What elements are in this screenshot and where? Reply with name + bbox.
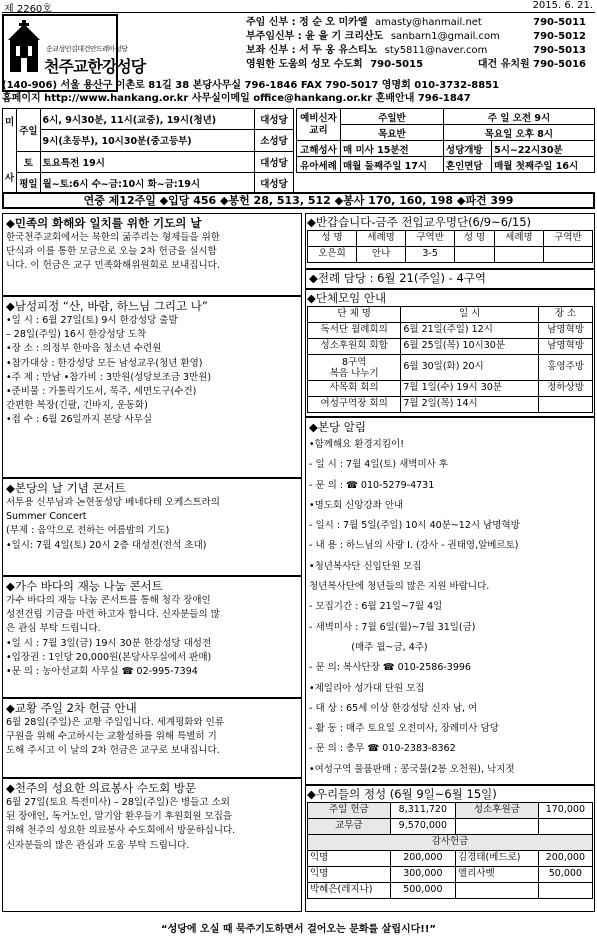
section-title: ◆민족의 화해와 일치를 위한 기도의 날 [6, 216, 202, 230]
newcomers-section [305, 213, 595, 269]
section-title: ◆반갑습니다-금주 전입교우명단(6/9~6/15) [307, 215, 532, 229]
section-title: ◆가수 바다의 재능 나눔 콘서트 [6, 579, 163, 593]
section-title: ◆남성피정 “산, 바람, 하느님 그리고 나” [6, 299, 208, 313]
church-icon [8, 20, 40, 72]
table-row: 사목회 회의 7월 1일(수) 19시 30분 정하상방 [308, 381, 593, 397]
table-row: 독서단 월례회의 6월 21일(주일) 12시 남명혁방 [308, 323, 593, 339]
staff-row: 보좌 신부 : 서 두 옹 유스티노 sty5811@naver.com 790-5013 [246, 45, 586, 56]
section-title: ◆본당 알림 [309, 420, 366, 434]
staff-row: 영원한 도움의 성모 수도회 790-5015 대건 유치원 790-5016 [246, 59, 586, 70]
mass-label: 미 사 [3, 109, 17, 194]
table-row: 성소후원회 회합 6월 25일(목) 10시30분 남명혁방 [308, 339, 593, 355]
logo-title: 천주교한강성당 [44, 57, 146, 76]
newcomers-table: 성 명 세례명 구역반 성 명 세례명 구역반 오은희 안나 3-5 [307, 230, 593, 263]
liturgy-section [305, 269, 595, 289]
section-title: ◆교황 주일 2차 헌금 안내 [6, 701, 137, 715]
staff-row: 부주임신부 : 윤 을 기 크리산도 sanbarn1@gmail.com 790-5012 [246, 31, 586, 42]
offering-table: 주일 헌금 8,311,720 성소후원금 170,000 교무금 9,570,000 감사헌금 익명 200,000 김경태(베드로) 200,000 익명 300,000 엘리사벳 50,000 박혜은(레지나) 500,000 [307, 802, 593, 899]
footer-slogan: “성당에 오실 때 묵주기도하면서 걸어오는 문화를 살립시다!!” [161, 924, 436, 935]
issue-number: 제 2260호 [4, 4, 52, 15]
sunday-stats: 연중 제12주일 ◆입당 456 ◆봉헌 28, 513, 512 ◆봉사 170, 160, 198 ◆파견 399 [2, 192, 595, 209]
bada-concert-section: ◆가수 바다의 재능 나눔 콘서트 가수 바다의 재능 나눔 콘서트를 통해 청각 장애인 성전건립 기금을 마련 하고자 합니다. 신자분들의 많 은 관심 부탁 드립니다. •일 시 : 7월 3일(금) 19시 30분 한강성당 대성전 •입장권 : 1인당 20,000원(본당사무실에서 판매) •문 의 : 농아선교회 사무실 ☎ 02-995-7394 [2, 576, 302, 698]
section-title: ◆단체모임 안내 [307, 291, 387, 305]
section-title: ◆전례 담당 : 6월 21(주일) - 4구역 [309, 271, 487, 285]
homepage-line: 홈페이지 http://www.hankang.or.kr 사무실이메일 office@hankang.or.kr 혼배안내 796-1847 [2, 93, 471, 104]
address-line: (140-906) 서울 용산구 이촌로 81길 38 본당사무실 796-1846 FAX 790-5017 영명회 010-3732-8851 [2, 80, 500, 91]
mass-schedule: 미 사 주일 6시, 9시30분, 11시(교중), 19시(청년) 대성당 9시(초등부), 10시30분(중고등부) 소성당 토 토요특전 19시 대성당 평일 월~토:6시 수~금:10시 화~금:19시 대성당 [2, 108, 294, 194]
section-title: ◆본당의 날 기념 콘서트 [6, 481, 126, 495]
parish-concert-section: ◆본당의 날 기념 콘서트 서투용 신부님과 논현동성당 베네다테 오케스트라의 Summer Concert (부제 : 음악으로 전하는 여름밤의 기도) •일시: 7월 4일(토) 20시 2층 대성전(전석 초대) [2, 478, 302, 576]
section-title: ◆우리들의 정성 (6월 9일~6월 15일) [307, 787, 497, 801]
group-meetings-section [305, 289, 595, 417]
issue-date: 2015. 6. 21. [532, 0, 593, 11]
header-divider [2, 12, 595, 13]
parish-notice-section: ◆본당 알림 •함께해요 환경지킴이! - 일 시 : 7월 4일(토) 새벽미사 후 - 문 의 : ☎ 010-5279-4731 •명도회 신앙강좌 안내 - 일시 : 7월 5일(주일) 10시 40분~12시 남명혁방 - 내 용 : 하느님의 사랑 I. (강사 - 권태영,알베르토) •청년복사단 신입단원 모집 청년복사단에 청년들의 많은 지원 바랍니다. - 모집기간 : 6월 21일~7월 4일 - 새벽미사 : 7월 6일(월)~7월 31일(금) (매주 월~금, 4주) - 문 의: 복사단장 ☎ 010-2586-3996 •제일리아 성가대 단원 모집 - 대 상 : 65세 이상 한강성당 신자 남, 여 - 활 동 : 매주 토요일 오전미사, 장례미사 담당 - 문 의 : 총무 ☎ 010-2383-8362 •여성구역 물품판매 : 콩국물(2봉 오천원), 낙지젓 [305, 417, 595, 785]
table-row: 8구역 복음 나누기 6월 30일(화) 20시 홍영주방 [308, 355, 593, 381]
staff-directory [246, 16, 586, 72]
staff-row: 주임 신부 : 정 순 오 미카엘 amasty@hanmail.net 790-5011 [246, 17, 586, 28]
meetings-table: 단 체 명 일 시 장 소 독서단 월례회의 6월 21일(주일) 12시 남명혁방 성소후원회 회합 6월 25일(목) 10시30분 남명혁방 8구역 복음 나누기 6월 30일(화) 20시 홍영주방 사목회 회의 7월 1일(수) 19시 30분 정하상방 여성구역장 회의 7월 2일(목) 14시 [307, 306, 593, 413]
pope-sunday-section: ◆교황 주일 2차 헌금 안내 6월 28일(주일)은 교황 주일입니다. 세계평화와 인류 구원을 위해 수고하시는 교황성하를 위해 특별히 기 도해 주시고 이 날의 2차 헌금은 교구로 보내집니다. [2, 698, 302, 778]
offering-section [305, 785, 595, 912]
medical-order-section: ◆천주의 성요한 의료봉사 수도회 방문 6월 27일(토요 특전미사) – 28일(주일)은 병들고 소외 된 장애인, 독거노인, 말기암 환우들기 후원회원 모집을 위해 천주의 성요한 의료봉사 수도회에서 방문하십니다. 신자분들의 많은 관심과 도움 부탁 드립니다. [2, 778, 302, 912]
logo-subtitle: 순교성인김대건안드레아성당 [46, 45, 128, 53]
table-row: 여성구역장 회의 7월 2일(목) 14시 [308, 397, 593, 413]
peace-prayer-section: ◆민족의 화해와 일치를 위한 기도의 날 한국천주교회에서는 북한의 굶주리는 형제들을 위한 단식과 이를 통한 모금으로 오늘 2차 헌금을 실시합 니다. 이 헌금은 교구 민족화해위원회로 보내집니다. [2, 213, 302, 296]
header-bar [2, 0, 595, 15]
section-title: ◆천주의 성요한 의료봉사 수도회 방문 [6, 781, 197, 795]
sacrament-schedule: 예비신자 교리 주일반 주 일 오전 9시 목요반 목요일 오후 8시 고해성사 매 미사 15분전 성당개방 5시~22시30분 유아세례 매월 둘째주일 17시 혼인면담 매월 첫째주일 16시 [296, 108, 595, 173]
address-block [2, 79, 595, 105]
mens-retreat-section: ◆남성피정 “산, 바람, 하느님 그리고 나” •일 시 : 6월 27일(토) 9시 한강성당 출발 – 28일(주일) 16시 한강성당 도착 •장 소 : 의정부 한마음 청소년 수련원 •참가대상 : 한강성당 모든 남성교우(청년 환영) •주 제 : 만남 •참가비 : 3만원(성당보조금 3만원) •준비물 : 가톨릭기도서, 묵주, 세면도구(수건) 간편한 복장(긴팔, 긴바지, 운동화) •접 수 : 6월 26일까지 본당 사무실 [2, 296, 302, 478]
